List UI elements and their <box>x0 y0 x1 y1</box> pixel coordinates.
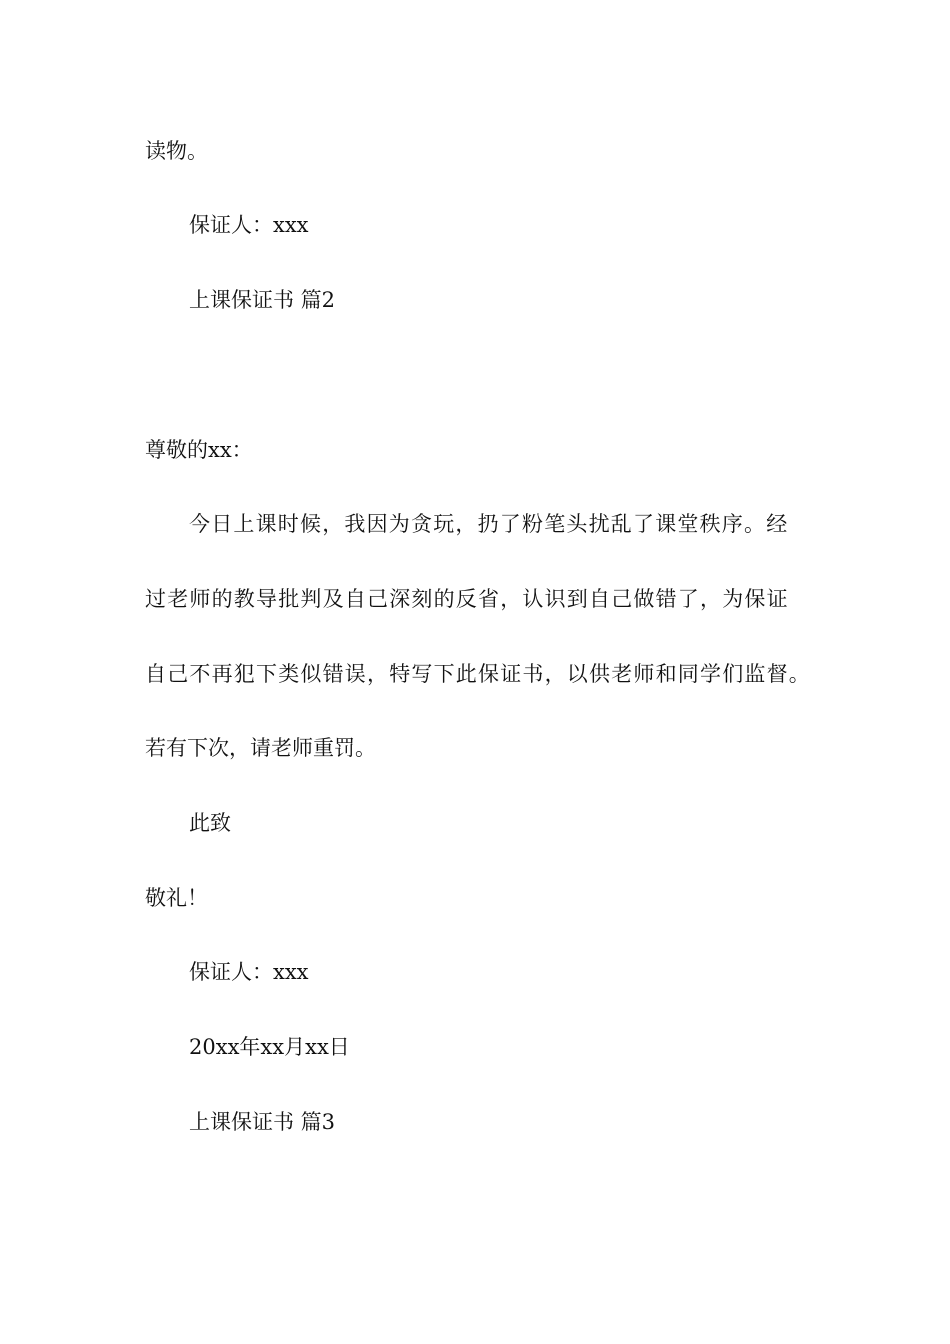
date-line: 20xx年xx月xx日 <box>189 1035 350 1059</box>
paragraph-line: 今日上课时候，我因为贪玩，扔了粉笔头扰乱了课堂秩序。经 <box>189 512 789 536</box>
guarantor-line: 保证人：xxx <box>189 960 309 984</box>
paragraph-line: 过老师的教导批判及自己深刻的反省，认识到自己做错了，为保证 <box>145 587 789 611</box>
paragraph-line: 若有下次，请老师重罚。 <box>145 736 376 760</box>
paragraph-line: 自己不再犯下类似错误，特写下此保证书，以供老师和同学们监督。 <box>145 662 811 686</box>
guarantor-line: 保证人：xxx <box>189 213 309 237</box>
closing-salute: 敬礼！ <box>145 886 208 910</box>
salutation: 尊敬的xx： <box>145 438 253 462</box>
paragraph-line: 读物。 <box>145 139 208 163</box>
closing-line: 此致 <box>189 811 231 835</box>
section-heading: 上课保证书 篇3 <box>189 1110 336 1134</box>
section-heading: 上课保证书 篇2 <box>189 288 336 312</box>
